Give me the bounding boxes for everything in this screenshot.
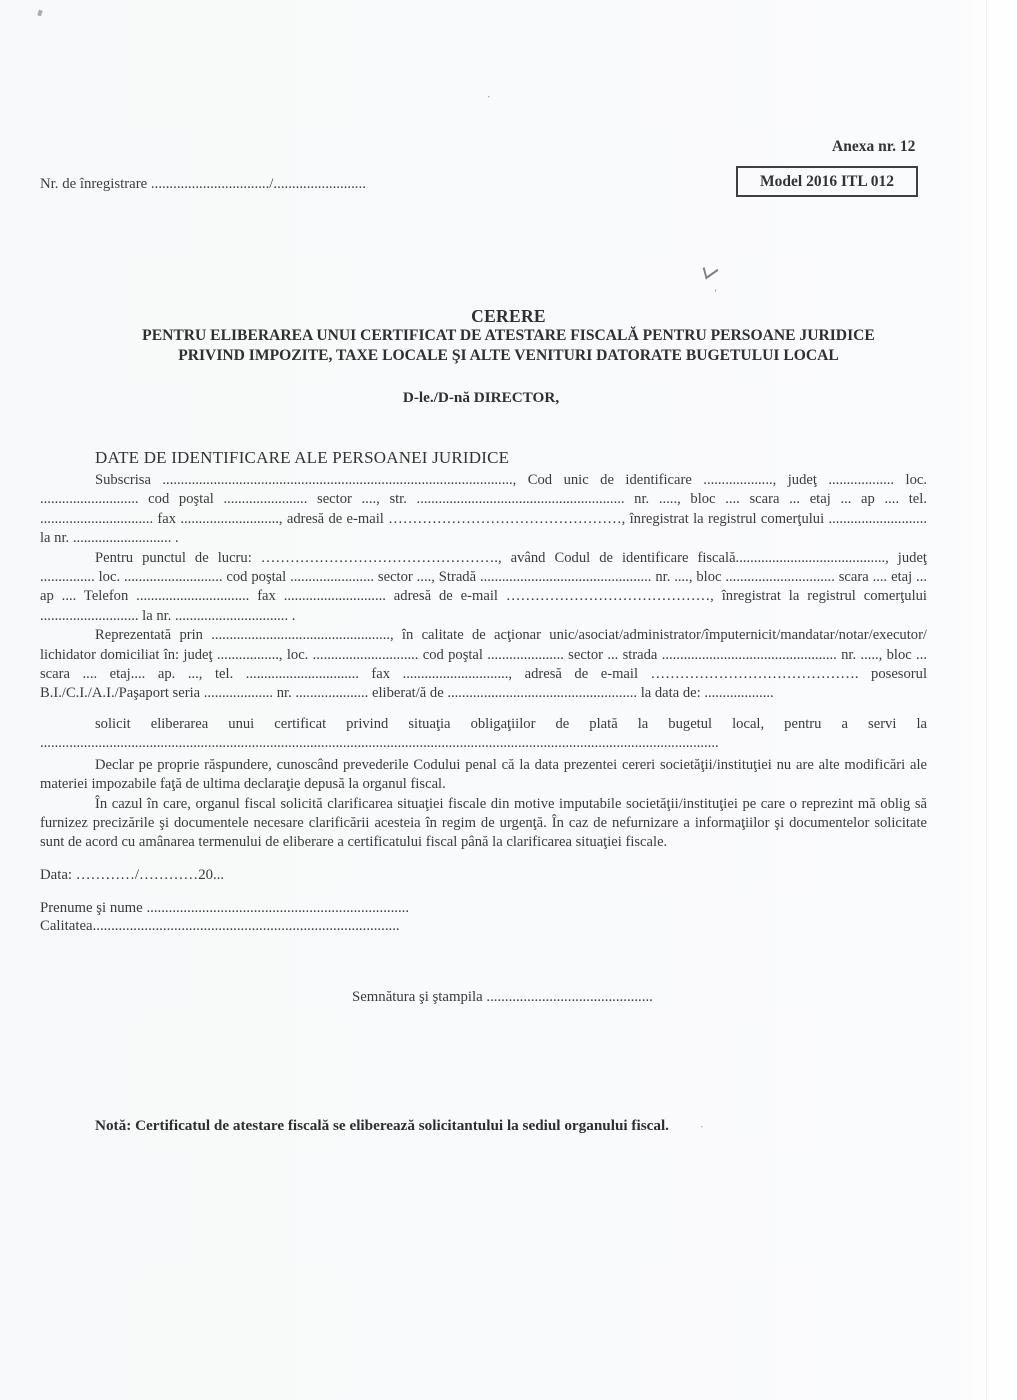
form-title-main: CERERE	[471, 306, 546, 326]
paper-edge	[986, 0, 987, 1400]
scan-artifact-tick: '	[712, 287, 717, 300]
paragraph-in-cazul: În cazul în care, organul fiscal solicită clarificarea situaţiei fiscale din motive imputabile societăţii/instituţiei pe care o reprezint mă oblig să furnizez precizările şi documentele necesare clarificării acesteia în regim de urgenţă. În caz de nefurnizare a informaţiilor şi documentelor solicitate sunt de acord cu amânarea termenului de eliberare a certificatului fiscal până la clarificarea situaţiei fiscale.	[40, 795, 927, 851]
note-line: Notă: Certificatul de atestare fiscală se eliberează solicitantului la sediul organului fiscal.	[95, 1117, 669, 1134]
paragraph-punct-de-lucru: Pentru punctul de lucru: …………………………………………., având Codul de identificare fiscală........................................., judeţ ............... loc. ........................... cod poştal ....................... sector ...., Stradă ............................................... nr. ...., bloc .............................. scara .... etaj ... ap .... Telefon ............................... fax ............................ adresă de e-mail ……………………………………, înregistrat la registrul comerţului ........................... la nr. ............................... .	[40, 549, 927, 624]
signature-stamp-line: Semnătura şi ştampila .............................................	[352, 989, 653, 1005]
model-number-label: Model 2016 ITL 012	[760, 172, 894, 190]
scan-artifact-dot-2: ·	[698, 1121, 705, 1134]
form-title	[0, 306, 1017, 366]
paragraph-reprezentata-prin: Reprezentată prin ................................................., în calitate de acţionar unic/asociat/administrator/împuternicit/mandatar/notar/executor/ lichidator domiciliat în: judeţ ................., loc. ............................. cod poştal ..................... sector ... strada ................................................ nr. ....., bloc ... scara .... etaj.... ap. ..., tel. ............................... fax ............................., adresă de e-mail ……………………………………. posesorul B.I./C.I./A.I./Paşaport seria ................... nr. .................... eliberat/ă de .................................................... la data de: ...................	[40, 627, 927, 702]
model-number-box	[736, 166, 918, 197]
form-title-line3: PRIVIND IMPOZITE, TAXE LOCALE ŞI ALTE VENITURI DATORATE BUGETULUI LOCAL	[178, 347, 839, 364]
section-heading-identification: DATE DE IDENTIFICARE ALE PERSOANEI JURIDICE	[95, 448, 510, 467]
salutation: D-le./D-nă DIRECTOR,	[402, 389, 560, 406]
registration-number-line: Nr. de înregistrare ................................/.........................	[40, 176, 366, 192]
date-field-line: Data: …………/…………20...	[40, 867, 225, 883]
paragraph-declar: Declar pe proprie răspundere, cunoscând prevederile Codului penal că la data prezentei cereri societăţii/instituţiei nu are alte modificări ale materiei impozabile faţă de ultima declaraţie depusă la organul fiscal.	[40, 756, 927, 793]
paragraph-subscrisa: Subscrisa ................................................................................................, Cod unic de identificare ..................., judeţ .................. loc. ........................... cod poştal ....................... sector ...., str. ......................................................... nr. ....., bloc .... scara ... etaj ... ap .... tel. ............................... fax ..........................., adresă de e-mail …………………………………………, înregistrat la registrul comerţului ........................... la nr. ........................... .	[40, 472, 927, 547]
scan-artifact-pen-mark	[703, 260, 718, 280]
quality-field-line: Calitatea...................................................................................	[40, 918, 400, 934]
paragraph-solicit: solicit eliberarea unui certificat privind situaţia obligaţiilor de plată la bugetul local, pentru a servi la ..........................................................................................................................................................................................	[40, 715, 927, 752]
form-title-line2: PENTRU ELIBERAREA UNUI CERTIFICAT DE ATESTARE FISCALĂ PENTRU PERSOANE JURIDICE	[142, 327, 875, 344]
scan-artifact-dot: ·	[485, 91, 492, 104]
name-field-line: Prenume şi nume .......................................................................	[40, 900, 410, 916]
scan-artifact-speck	[37, 10, 43, 17]
form-body	[40, 471, 927, 853]
annex-number: Anexa nr. 12	[832, 138, 916, 155]
